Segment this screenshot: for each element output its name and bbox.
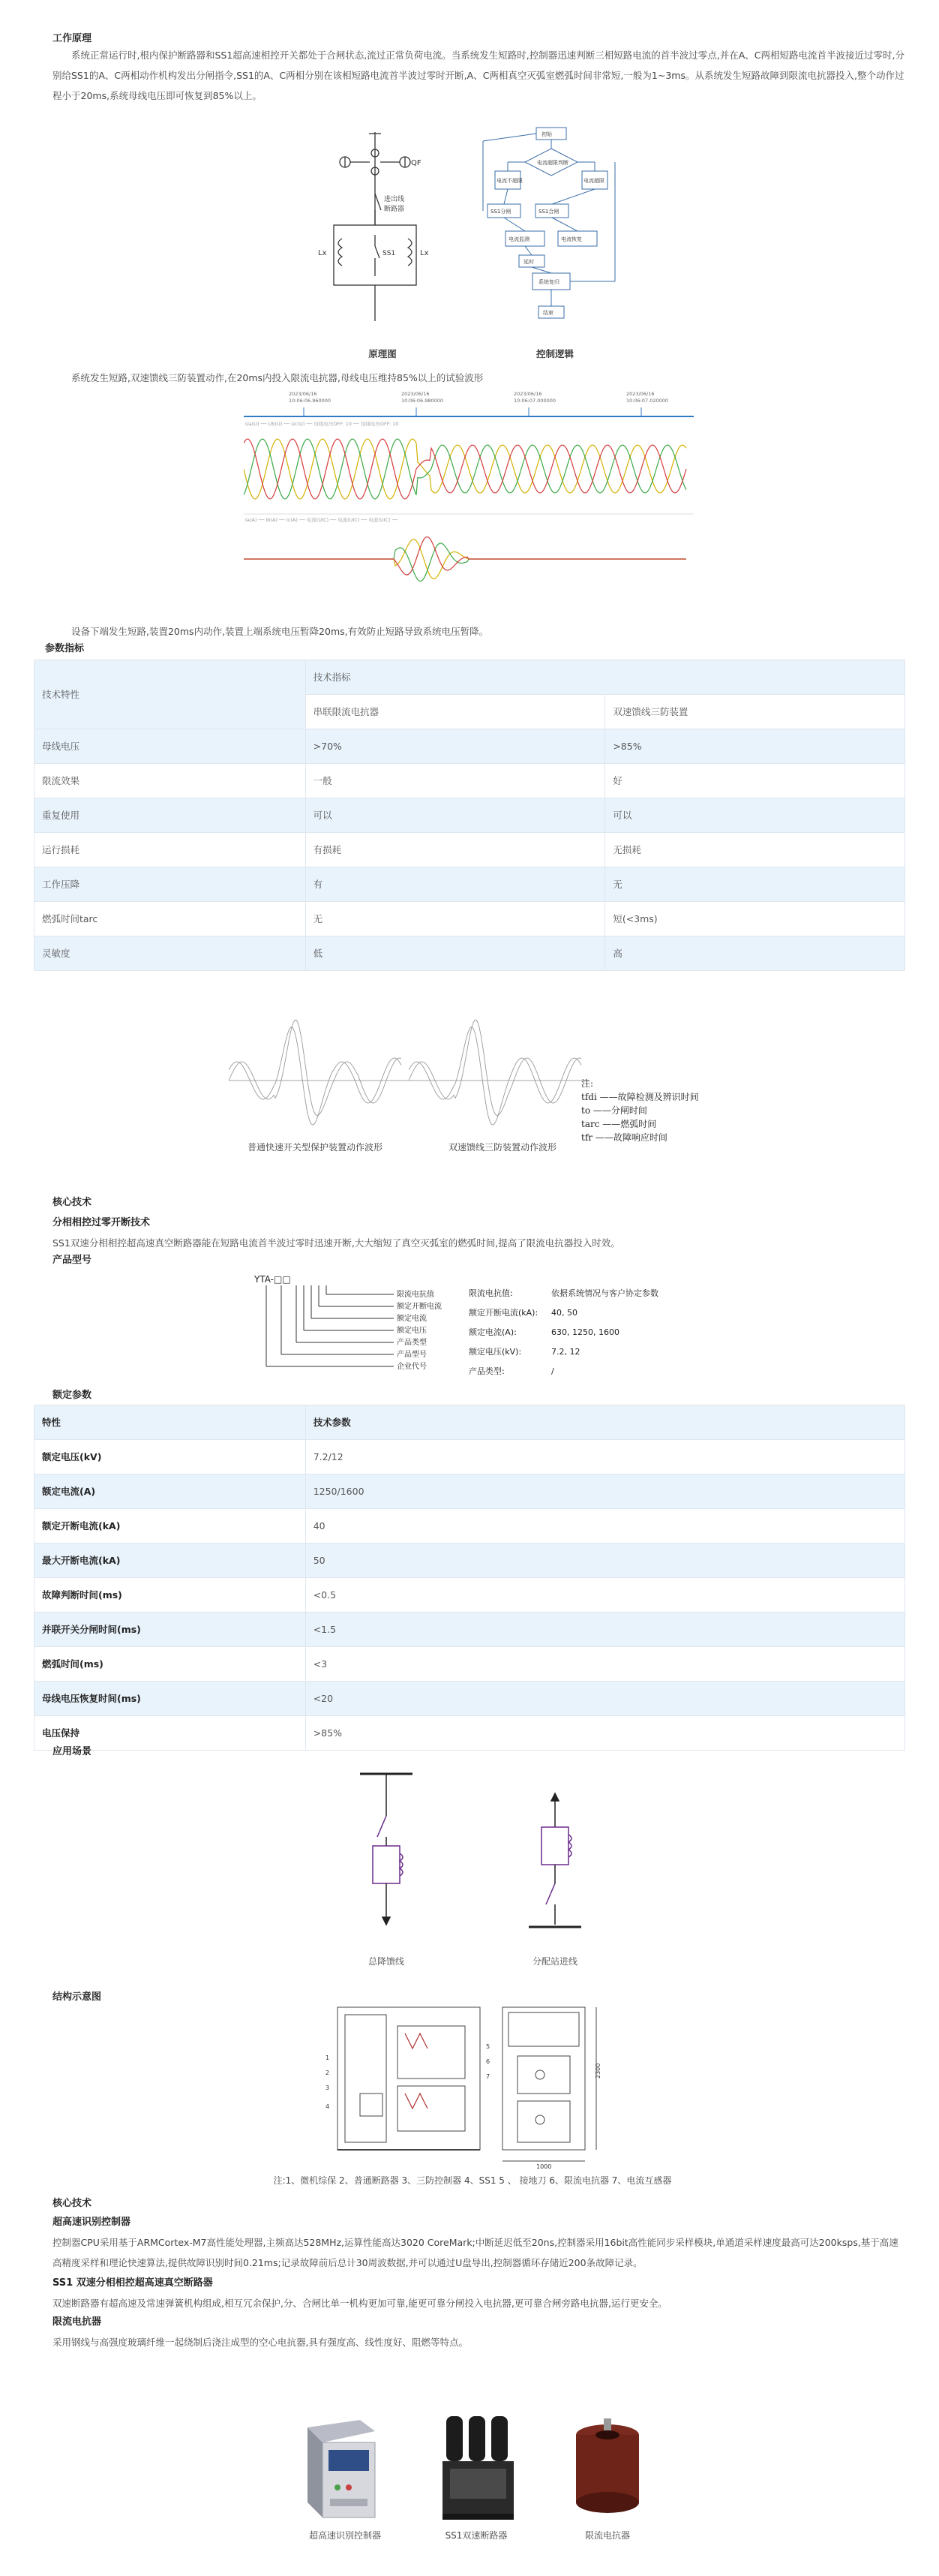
model-spec-value: 依据系统情况与客户协定参数: [551, 1288, 658, 1298]
voltage-sag-description: 设备下端发生短路,装置20ms内动作,装置上端系统电压暂降20ms,有效防止短路导致系统电压暂降。: [71, 626, 489, 637]
app-caption-feeder: 总降馈线: [368, 1956, 404, 1967]
params-row-key: 燃弧时间tarc: [34, 902, 306, 936]
control-logic-caption: 控制逻辑: [536, 348, 574, 359]
control-logic-flowchart: [480, 126, 630, 344]
compare-wave-line: [409, 1027, 581, 1126]
params-row-a: 低: [305, 936, 605, 971]
core2-sub2: SS1 双速分相相控超高速真空断路器: [52, 2277, 213, 2289]
compare-caption-left: 普通快速开关型保护装置动作波形: [247, 1142, 382, 1153]
params-row-key: 重复使用: [34, 798, 306, 833]
params-row-a: 无: [305, 902, 605, 936]
params-row-key: 工作压降: [34, 867, 306, 902]
params-header-col2: 双速馈线三防装置: [605, 695, 905, 729]
params-row-b: >85%: [605, 729, 905, 764]
params-row-b: 无损耗: [605, 833, 905, 867]
model-label: 额定开断电流: [397, 1303, 442, 1311]
diagram-label-1: 进出线: [384, 196, 405, 203]
model-label: 限流电抗值: [397, 1291, 434, 1299]
params-header-col1: 串联限流电抗器: [305, 695, 605, 729]
wave-timestamps: [289, 391, 668, 416]
rated-row-value: 50: [305, 1543, 904, 1578]
diagram-label-2: 断路器: [384, 206, 405, 213]
note-item: to ——分闸时间: [581, 1105, 647, 1116]
structure-dim-height: 2300: [595, 2063, 602, 2079]
model-spec-value: /: [551, 1366, 554, 1376]
params-row-b: 无: [605, 867, 905, 902]
params-row-key: 运行损耗: [34, 833, 306, 867]
product-caption-reactor: 限流电抗器: [584, 2530, 630, 2541]
flow-judge: 电流超限判断: [537, 160, 568, 166]
rated-row-key: 母线电压恢复时间(ms): [34, 1682, 306, 1716]
model-code: YTA-□□: [254, 1274, 291, 1285]
current-wave-line: [244, 543, 686, 582]
test-waveform-image: [244, 386, 694, 612]
principle-diagram-caption: 原理图: [368, 348, 397, 359]
params-table: [34, 660, 905, 971]
voltage-waveforms: [244, 439, 686, 499]
rated-row-value: >85%: [305, 1716, 904, 1751]
core-subtitle: 分相相控过零开断技术: [52, 1217, 151, 1228]
core2-p1: 控制器CPU采用基于ARMCortex-M7高性能处理器,主频高达528MHz,运算性能高达3020 CoreMark;中断延迟低至20ns,控制器采用16bit高性能同步采样模块,单通道采样速度最高可达200ksps,基于高速高精度采样和理论快速算法,提供故障识别时间0.21ms;记录故障前后总计30周波数据,并可以通过U盘导出,控制器循环存储近200条故障记录。: [52, 2237, 898, 2268]
section-title-core2: 核心技术: [52, 2198, 92, 2209]
compare-waveform-left: [229, 990, 409, 1126]
section-title-structure: 结构示意图: [52, 1991, 102, 2003]
note-item: tfr ——故障响应时间: [581, 1132, 668, 1143]
structure-marker: 3: [326, 2085, 330, 2091]
model-label: 企业代号: [397, 1363, 427, 1371]
model-spec-key: 额定电流(A):: [469, 1327, 517, 1337]
flow-b2: 电流超限: [584, 178, 604, 184]
wave-legend-current: Ia(A) ── Ib(A) ── Ic(A) ── 电流(UIC) ── 电流(UIC) ── 电流(UIC) ──: [245, 517, 398, 523]
structure-marker: 7: [486, 2073, 490, 2080]
diagram-lx-right: Lx: [420, 249, 429, 257]
params-row-b: 高: [605, 936, 905, 971]
params-row-key: 灵敏度: [34, 936, 306, 971]
flow-b4: SS1合闸: [538, 209, 560, 215]
test-waveform-description: 系统发生短路,双速馈线三防装置动作,在20ms内投入限流电抗器,母线电压维持85%以上的试验波形: [71, 372, 484, 383]
principle-diagram: [315, 126, 465, 344]
rated-row-value: 7.2/12: [305, 1440, 904, 1474]
wave-timestamp: 2023/06/16: [514, 391, 542, 397]
rated-row-value: <0.5: [305, 1578, 904, 1613]
note-title: 注:: [581, 1078, 594, 1089]
params-row-a: 有: [305, 867, 605, 902]
rated-row-key: 额定电流(A): [34, 1474, 306, 1509]
rated-row-value: <3: [305, 1647, 904, 1682]
params-row-a: 有损耗: [305, 833, 605, 867]
core2-p3: 采用钢线与高强度玻璃纤维一起绕制后浇注成型的空心电抗器,具有强度高、线性度好、阻燃等特点。: [52, 2337, 468, 2348]
flow-start: 初始: [542, 131, 552, 137]
note-item: tfdi ——故障检测及辨识时间: [581, 1092, 699, 1102]
product-caption-breaker: SS1双速断路器: [445, 2530, 508, 2541]
flow-b5: 电流监测: [508, 236, 530, 242]
params-row-b: 短(<3ms): [605, 902, 905, 936]
section-title-rated: 额定参数: [52, 1390, 92, 1401]
current-waveforms: [244, 537, 686, 582]
voltage-wave-line: [244, 439, 686, 499]
rated-row-value: 1250/1600: [305, 1474, 904, 1509]
product-reactor-image: [566, 2412, 649, 2525]
section-title-principle: 工作原理: [52, 33, 92, 44]
compare-caption-right: 双速馈线三防装置动作波形: [448, 1142, 556, 1153]
model-label: 额定电流: [397, 1315, 427, 1323]
params-row-a: >70%: [305, 729, 605, 764]
model-label: 额定电压: [397, 1327, 427, 1335]
core-paragraph: SS1双速分相相控超高速真空断路器能在短路电流首半波过零时迅速开断,大大缩短了真空灭弧室的燃弧时间,提高了限流电抗器投入时效。: [52, 1237, 620, 1249]
params-row-key: 限流效果: [34, 764, 306, 798]
structure-note: 注:1、微机综保 2、普通断路器 3、三防控制器 4、SS1 5 、 接地刀 6、限流电抗器 7、电流互感器: [273, 2175, 672, 2186]
flow-b6: 电流恢复: [561, 236, 582, 242]
product-breaker-image: [431, 2409, 521, 2525]
product-controller-image: [300, 2412, 382, 2525]
rated-row-key: 燃弧时间(ms): [34, 1647, 306, 1682]
params-row-b: 可以: [605, 798, 905, 833]
product-caption-controller: 超高速识别控制器: [308, 2530, 381, 2541]
compare-waveform-right: [409, 990, 589, 1126]
diagram-ss1-label: SS1: [382, 250, 396, 257]
compare-wave-line: [229, 1027, 401, 1126]
model-spec-value: 40, 50: [551, 1308, 578, 1318]
app-caption-incoming: 分配站进线: [532, 1956, 578, 1967]
params-header-index: 技术指标: [305, 660, 904, 695]
rated-row-value: <1.5: [305, 1613, 904, 1647]
params-header-feature: 技术特性: [34, 660, 306, 729]
rated-row-key: 额定电压(kV): [34, 1440, 306, 1474]
rated-row-value: <20: [305, 1682, 904, 1716]
structure-marker: 2: [326, 2070, 330, 2076]
flow-b1: 电流不超限: [496, 178, 523, 184]
section-title-params: 参数指标: [45, 643, 85, 654]
params-row-key: 母线电压: [34, 729, 306, 764]
params-row-a: 可以: [305, 798, 605, 833]
wave-timestamp: 10:06:07.000000: [514, 398, 556, 404]
flow-b3: SS1分闸: [490, 209, 512, 215]
model-spec-key: 额定电压(kV):: [469, 1347, 522, 1357]
section-title-model: 产品型号: [52, 1255, 92, 1266]
rated-row-key: 电压保持: [34, 1716, 306, 1751]
model-spec-key: 额定开断电流(kA):: [469, 1308, 538, 1318]
diagram-qf-label: QF: [411, 159, 422, 167]
model-spec-value: 7.2, 12: [551, 1347, 580, 1357]
flow-end: 结束: [543, 310, 554, 316]
structure-marker: 4: [326, 2103, 330, 2110]
rated-row-value: 40: [305, 1509, 904, 1543]
rated-row-key: 故障判断时间(ms): [34, 1578, 306, 1613]
compare-notes: [581, 1077, 699, 1144]
wave-timestamp: 10:06:06.960000: [289, 398, 332, 404]
section-title-core: 核心技术: [52, 1197, 92, 1208]
rated-row-key: 并联开关分闸时间(ms): [34, 1613, 306, 1647]
model-spec-key: 产品类型:: [469, 1366, 505, 1376]
voltage-wave-line: [244, 439, 686, 499]
core2-sub3: 限流电抗器: [52, 2316, 102, 2328]
flow-b7: 延时: [524, 259, 534, 265]
wave-timestamp: 10:06:07.020000: [626, 398, 669, 404]
note-item: tarc ——燃弧时间: [581, 1119, 657, 1129]
app-scene-feeder-diagram: [349, 1771, 424, 1943]
structure-marker: 5: [486, 2043, 490, 2050]
structure-dim-width: 1000: [536, 2163, 552, 2169]
compare-wave-line: [409, 1020, 581, 1115]
structure-diagram: [315, 2003, 630, 2169]
wave-timestamp: 2023/06/16: [626, 391, 655, 397]
structure-marker: 6: [486, 2058, 490, 2065]
core2-p2: 双速断路器有超高速及常速弹簧机构组成,相互冗余保护,分、合闸比单一机构更加可靠,能更可靠分闸投入电抗器,更可靠合闸旁路电抗器,运行更安全。: [52, 2298, 668, 2309]
params-row-a: 一般: [305, 764, 605, 798]
params-row-b: 好: [605, 764, 905, 798]
wave-timestamp: 2023/06/16: [401, 391, 430, 397]
rated-row-key: 额定开断电流(kA): [34, 1509, 306, 1543]
model-spec-value: 630, 1250, 1600: [551, 1327, 620, 1337]
rated-row-key: 最大开断电流(kA): [34, 1543, 306, 1578]
current-wave-line: [244, 537, 686, 576]
rated-header-value: 技术参数: [305, 1405, 904, 1440]
core2-sub1: 超高速识别控制器: [52, 2217, 131, 2228]
wave-timestamp: 2023/06/16: [289, 391, 317, 397]
section-title-app: 应用场景: [52, 1746, 92, 1757]
model-code-diagram: [251, 1272, 701, 1384]
voltage-wave-line: [244, 439, 686, 499]
compare-wave-line: [229, 1020, 401, 1115]
wave-timestamp: 10:06:06.980000: [401, 398, 444, 404]
model-label: 产品型号: [397, 1351, 427, 1359]
structure-marker: 1: [326, 2054, 330, 2061]
rated-header-feature: 特性: [34, 1405, 306, 1440]
flow-b8: 系统复归: [538, 279, 560, 285]
model-label: 产品类型: [397, 1339, 427, 1347]
principle-paragraph: 系统正常运行时,根内保护断路器和SS1超高速相控开关都处于合闸状态,流过正常负荷电流。当系统发生短路时,控制器迅速判断三相短路电流的首半波过零点,并在A、C两相短路电流首半波接近过零时,分别给SS1的A、C两相动作机构发出分闸指令,SS1的A、C两相分别在该相短路电流首半波过零时开断,A、C两相真空灭弧室燃弧时间非常短,一般为1~3ms。从系统发生短路故障到限流电抗器投入,整个动作过程小于20ms,系统母线电压即可恢复到85%以上。: [52, 50, 904, 101]
rated-table: [34, 1405, 905, 1751]
wave-legend-voltage: Ua(U) ── Ub(U) ── Uc(U) ── 母线电压OFF: 10 ── 母线电压OFF: 10: [245, 421, 399, 427]
diagram-lx-left: Lx: [318, 249, 327, 257]
model-spec-key: 限流电抗值:: [469, 1288, 513, 1298]
app-scene-incoming-diagram: [518, 1771, 592, 1943]
